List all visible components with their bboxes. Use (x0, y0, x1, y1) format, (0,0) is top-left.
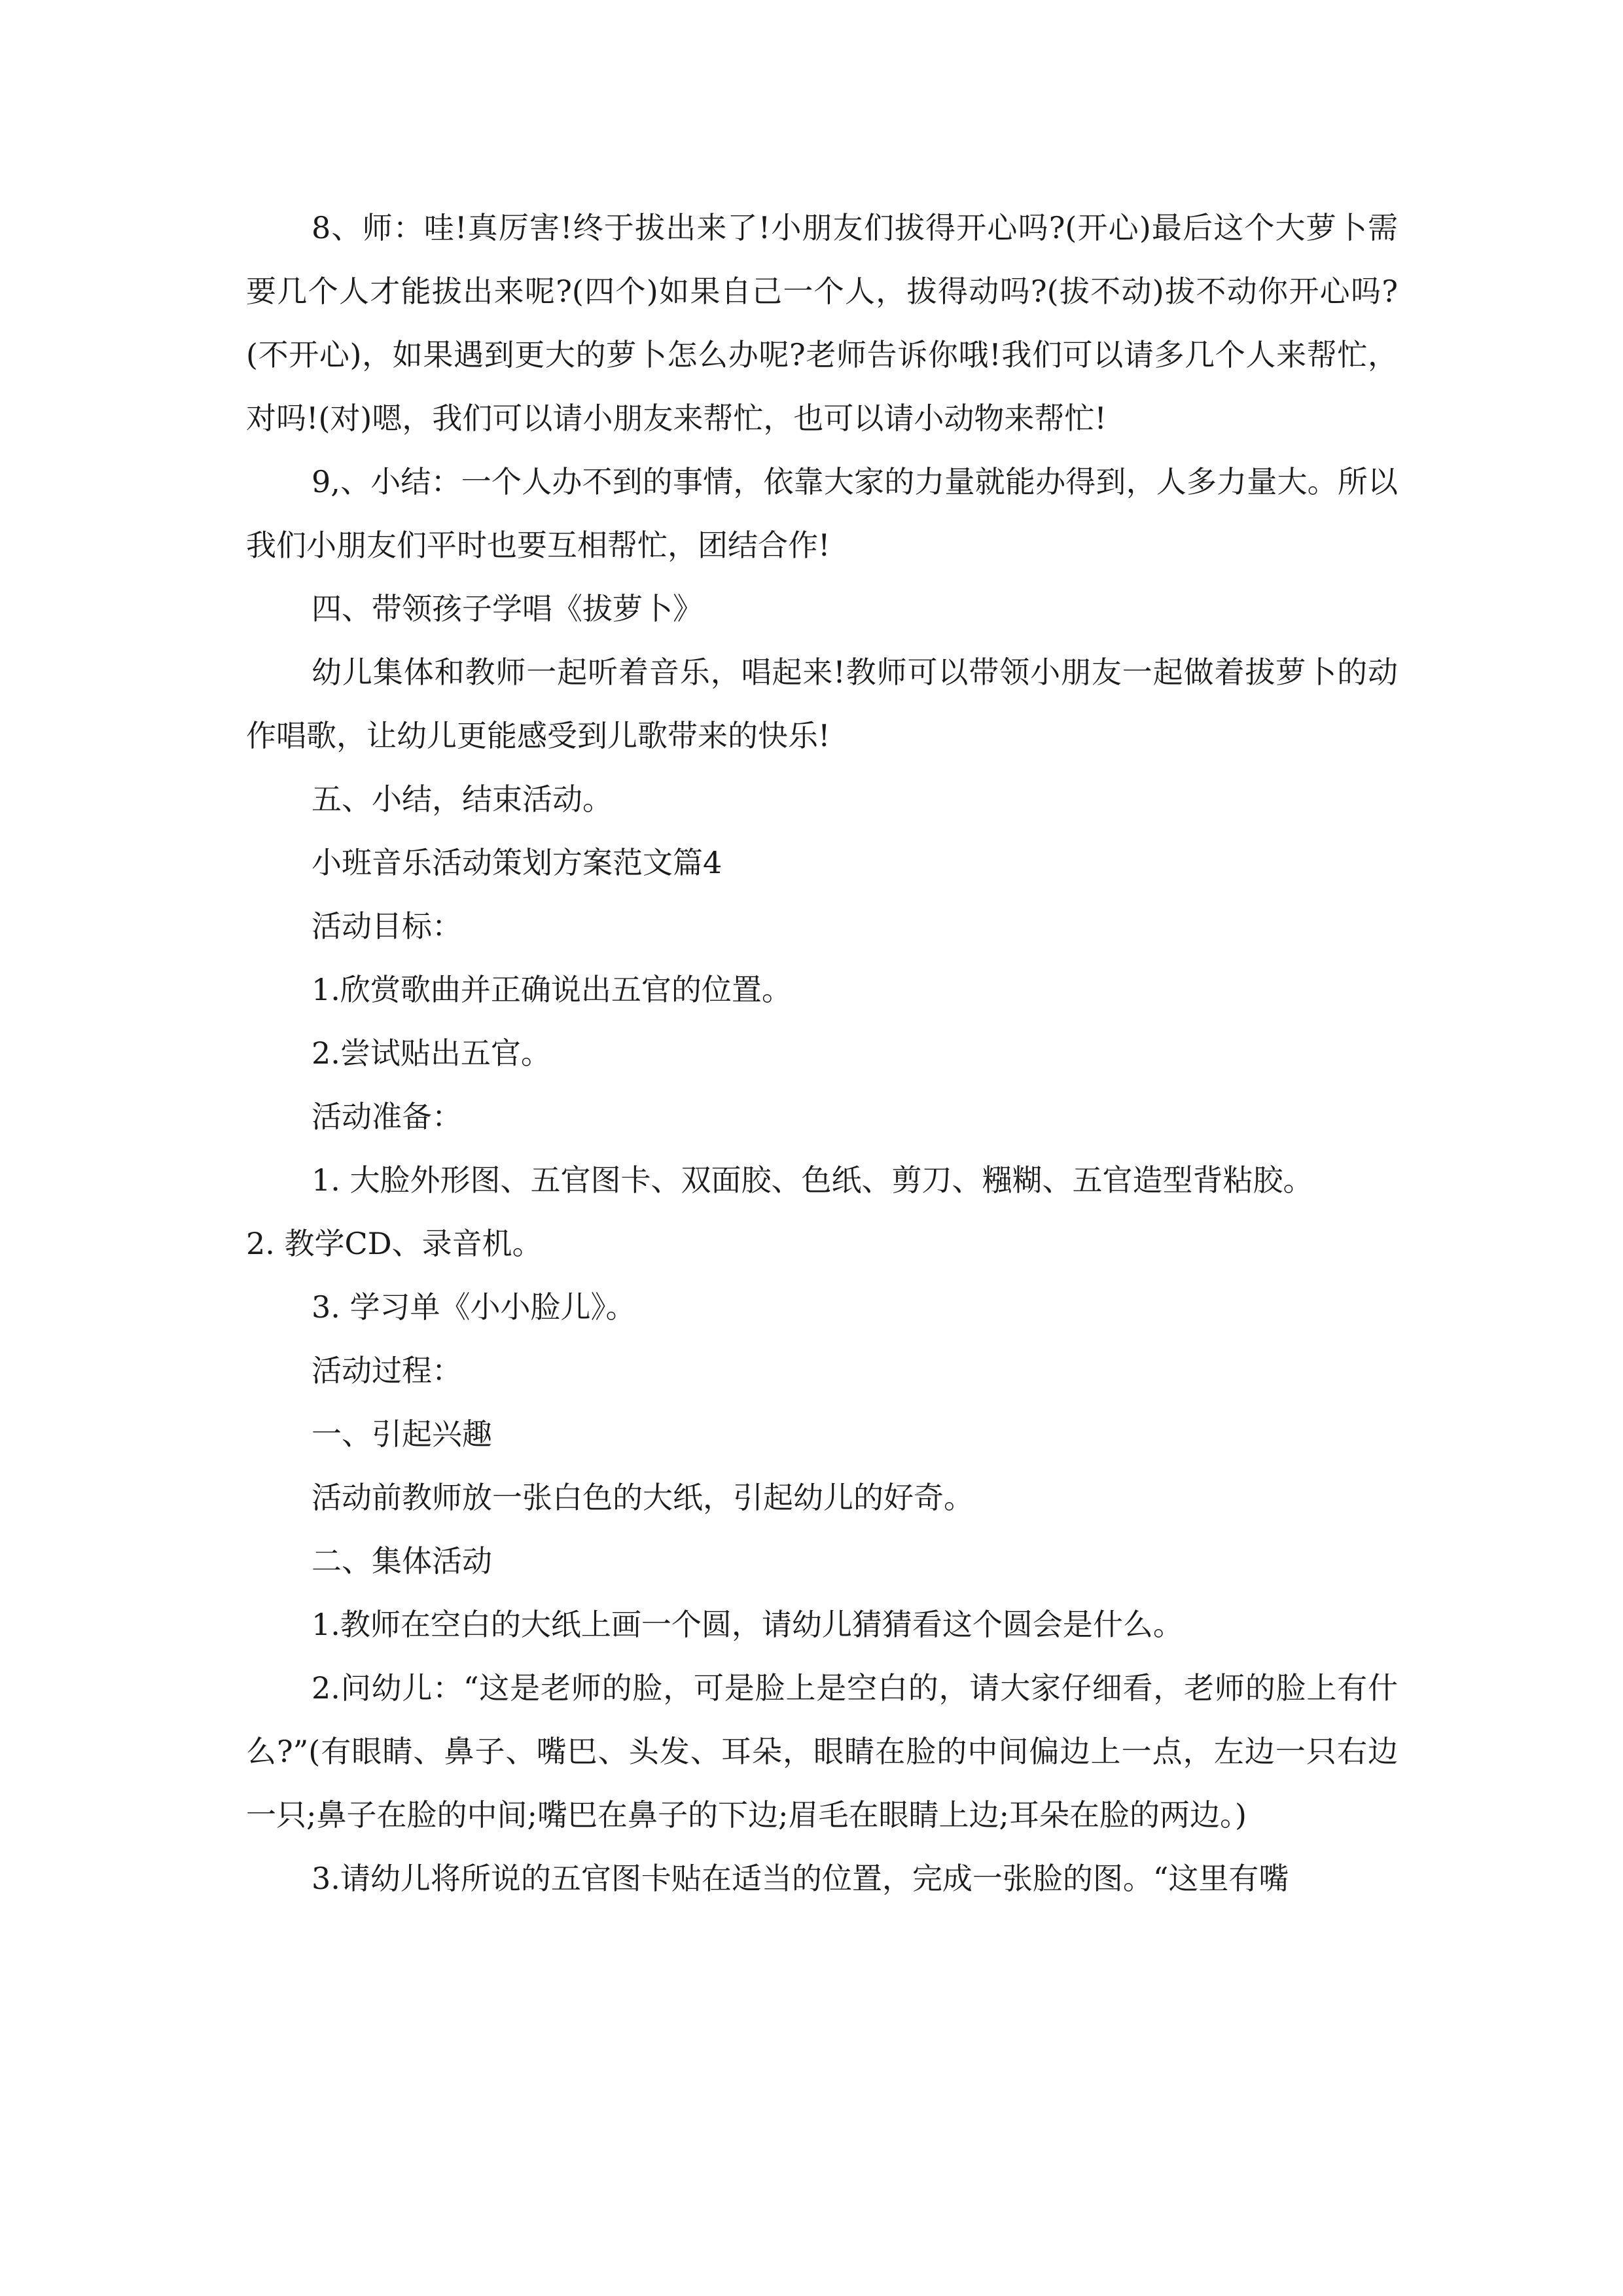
subheading: 活动过程： (312, 1353, 462, 1388)
list-item: 2. 教学CD、录音机。 (246, 1226, 543, 1261)
subheading: 活动目标： (312, 908, 462, 944)
list-item: 1. 大脸外形图、五官图卡、双面胶、色纸、剪刀、糨糊、五官造型背粘胶。 (312, 1162, 1313, 1198)
paragraph: 8、师：哇!真厉害!终于拔出来了!小朋友们拔得开心吗?(开心)最后这个大萝卜需要几个人才能拔出来呢?(四个)如果自己一个人，拔得动吗?(拔不动)拔不动你开心吗?(不开心)，如果遇到更大的萝卜怎么办呢?老师告诉你哦!我们可以请多几个人来帮忙，对吗!(对)嗯，我们可以请小朋友来帮忙，也可以请小动物来帮忙! (246, 210, 1398, 436)
article-title: 小班音乐活动策划方案范文篇4 (312, 845, 722, 880)
section-heading: 二、集体活动 (312, 1543, 492, 1579)
section-heading: 五、小结，结束活动。 (312, 781, 613, 817)
document-body (246, 196, 1398, 1910)
list-item: 3.请幼儿将所说的五官图卡贴在适当的位置，完成一张脸的图。“这里有嘴 (312, 1861, 1289, 1896)
list-item: 1.教师在空白的大纸上画一个圆，请幼儿猜猜看这个圆会是什么。 (312, 1607, 1183, 1642)
paragraph: 活动前教师放一张白色的大纸，引起幼儿的好奇。 (312, 1480, 974, 1515)
paragraph: 幼儿集体和教师一起听着音乐，唱起来!教师可以带领小朋友一起做着拔萝卜的动作唱歌，让幼儿更能感受到儿歌带来的快乐! (246, 655, 1398, 753)
paragraph: 9,、小结：一个人办不到的事情，依靠大家的力量就能办得到，人多力量大。所以我们小朋友们平时也要互相帮忙，团结合作! (246, 464, 1398, 563)
list-item: 1.欣赏歌曲并正确说出五官的位置。 (312, 972, 792, 1007)
section-heading: 一、引起兴趣 (312, 1416, 492, 1452)
section-heading: 四、带领孩子学唱《拔萝卜》 (312, 591, 703, 626)
subheading: 活动准备： (312, 1099, 462, 1134)
list-item: 3. 学习单《小小脸儿》。 (312, 1289, 636, 1325)
list-item: 2.尝试贴出五官。 (312, 1035, 551, 1071)
list-item: 2.问幼儿：“这是老师的脸，可是脸上是空白的，请大家仔细看，老师的脸上有什么?”(有眼睛、鼻子、嘴巴、头发、耳朵，眼睛在脸的中间偏边上一点，左边一只右边一只;鼻子在脸的中间;嘴巴在鼻子的下边;眉毛在眼睛上边;耳朵在脸的两边。) (246, 1670, 1398, 1833)
